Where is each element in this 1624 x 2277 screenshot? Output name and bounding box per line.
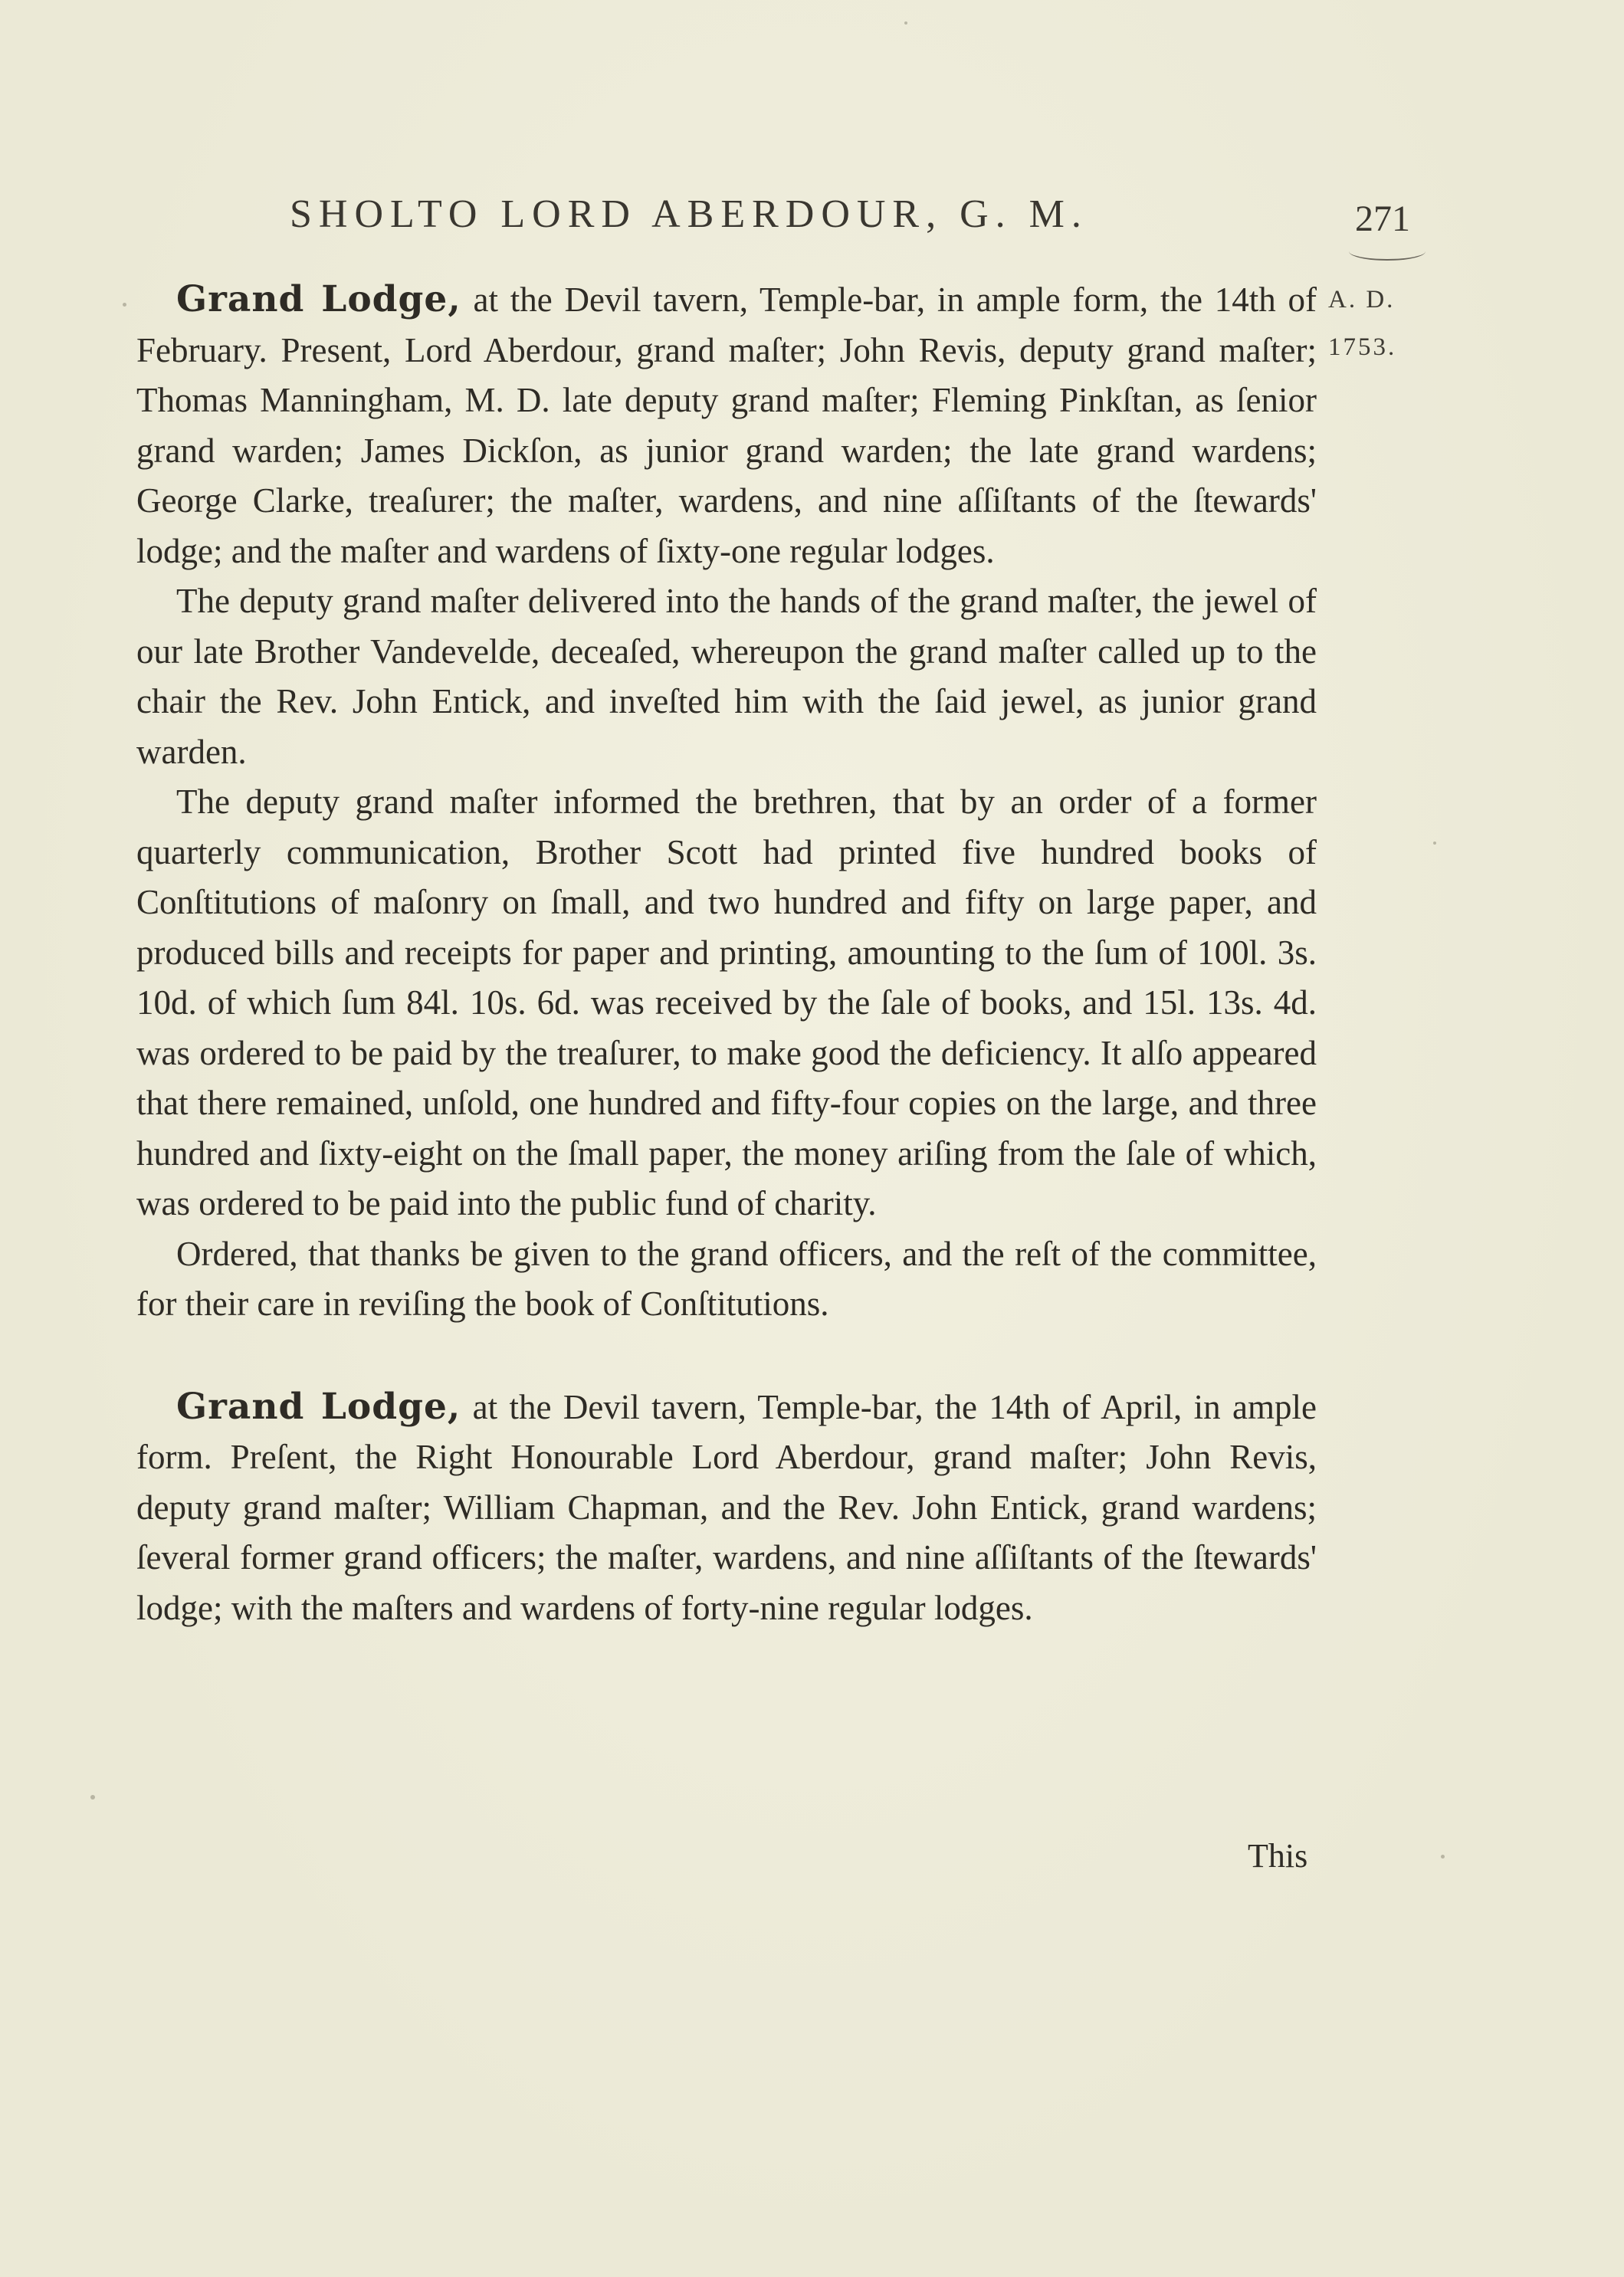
paragraph-grand-lodge-april xyxy=(136,1382,1317,1634)
paper-speck xyxy=(123,303,126,307)
paper-speck xyxy=(904,21,907,25)
section-heading: Grand Lodge, xyxy=(176,1385,461,1428)
folio-ornament xyxy=(1349,242,1426,261)
paper-speck xyxy=(1441,1855,1445,1859)
paragraph-text: at the Devil tavern, Temple-bar, the 14th of April, in ample form. Preſent, the Right Honourable Lord Aberdour, grand maſter; John Revis, deputy grand maſter; William Chapman, and the Rev. John Entick, grand wardens; ſeveral former grand officers; the maſter, wardens, and nine aſſiſtants of the ſtewards' lodge; with the maſters and wardens of forty-nine regular lodges. xyxy=(136,1387,1317,1627)
paragraph-constitutions: The deputy grand maſter informed the brethren, that by an order of a former quarterly communication, Brother Scott had printed five hundred books of Conſtitutions of maſonry on ſmall, and two hundred and fifty on large paper, and produced bills and receipts for paper and printing, amounting to the ſum of 100l. 3s. 10d. of which ſum 84l. 10s. 6d. was received by the ſale of books, and 15l. 13s. 4d. was ordered to be paid by the treaſurer, to make good the deficiency. It alſo appeared that there remained, unſold, one hundred and fifty-four copies on the large, and three hundred and ſixty-eight on the ſmall paper, the money ariſing from the ſale of which, was ordered to be paid into the public fund of charity. xyxy=(136,783,1317,1222)
page-number: 271 xyxy=(1355,198,1410,239)
section-heading: Grand Lodge, xyxy=(176,278,461,320)
paper-speck xyxy=(90,1795,95,1800)
catchword: This xyxy=(1248,1837,1308,1875)
body-text xyxy=(136,274,1317,1633)
margin-date-note xyxy=(1328,276,1396,371)
margin-note-year: 1753. xyxy=(1328,333,1397,361)
paper-speck xyxy=(1433,842,1436,845)
paragraph-jewel: The deputy grand maſter delivered into the hands of the grand maſter, the jewel of our late Brother Vandevelde, deceaſed, whereupon the grand maſter called up to the chair the Rev. John Entick, and inveſted him with the ſaid jewel, as junior grand warden. xyxy=(136,582,1317,771)
paragraph-grand-lodge-february xyxy=(136,274,1317,576)
section-spacer xyxy=(136,1330,1317,1382)
running-title: SHOLTO LORD ABERDOUR, G. M. xyxy=(290,192,1088,236)
margin-note-era: A. D. xyxy=(1328,286,1396,313)
paragraph-thanks: Ordered, that thanks be given to the grand officers, and the reſt of the committee, for their care in reviſing the book of Conſtitutions. xyxy=(136,1234,1317,1323)
paragraph-text: at the Devil tavern, Temple-bar, in ample form, the 14th of February. Present, Lord Aberdour, grand maſter; John Revis, deputy grand maſter; Thomas Manningham, M. D. late deputy grand maſter; Fleming Pinkſtan, as ſenior grand warden; James Dickſon, as junior grand warden; the late grand wardens; George Clarke, treaſurer; the maſter, wardens, and nine aſſiſtants of the ſtewards' lodge; and the maſter and wardens of ſixty-one regular lodges. xyxy=(136,281,1317,570)
